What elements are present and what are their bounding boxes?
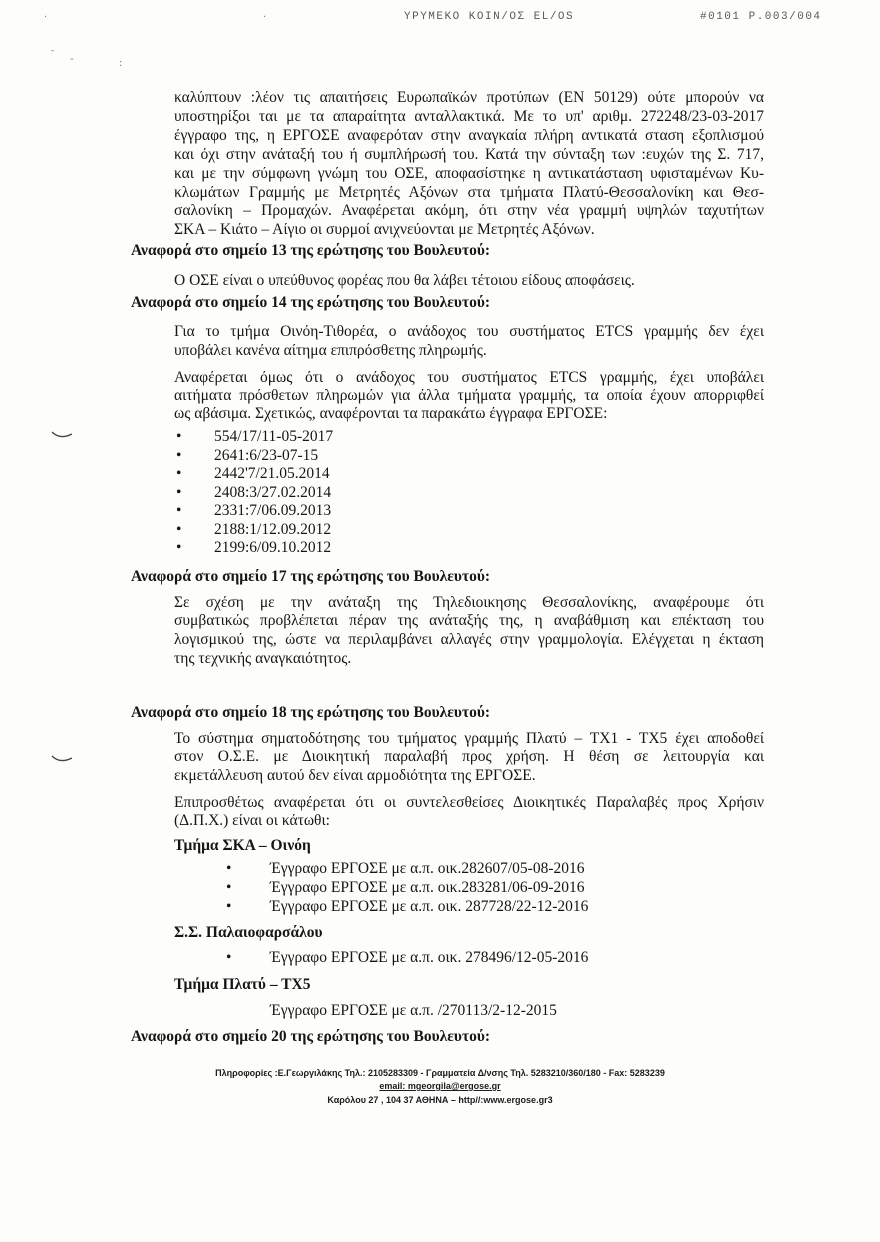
text-line: Σε σχέση με την ανάταξη της Τηλεδιοικησης Θεσσαλονίκης, αναφέρουμε ότι	[174, 593, 764, 611]
text-line: Αναφέρεται όμως ότι ο ανάδοχος του συστήματος ETCS γραμμής, έχει υποβάλει	[174, 369, 764, 386]
section-17-paragraph	[174, 594, 764, 669]
document-reference: Έγγραφο ΕΡΓΟΣΕ με α.π. οικ. 287728/22-12-2016	[270, 897, 589, 915]
list-item	[226, 897, 588, 916]
text-line: εκμετάλλευση αυτού δεν είναι αρμοδιότητα της ΕΡΓΟΣΕ.	[174, 766, 536, 784]
text-line: Το σύστημα σηματοδότησης του τμήματος γραμμής Πλατύ – ΤΧ1 - ΤΧ5 έχει αποδοθεί	[174, 729, 764, 747]
text-line: κλωμάτων Γραμμής με Μετρητές Αξόνων στα τμήματα Πλατύ-Θεσσαλονίκη και Θεσ-	[174, 183, 764, 201]
section-heading-20: Αναφορά στο σημείο 20 της ερώτησης του Βουλευτού:	[131, 1027, 491, 1045]
document-number: 2199:6/09.10.2012	[214, 539, 332, 556]
text-line: στον Ο.Σ.Ε. με Διοικητική παραλαβή προς χρήση. Η θέση σε λειτουργία και	[174, 748, 764, 765]
intro-paragraph	[174, 89, 764, 240]
footer-address: Καρόλου 27 , 104 37 ΑΘΗΝΑ – http//:www.ergose.gr3	[327, 1094, 553, 1105]
list-item	[176, 428, 333, 447]
list-item	[226, 948, 588, 967]
text-line: Για το τμήμα Οινόη-Τιθορέα, ο ανάδοχος του συστήματος ETCS γραμμής δεν έχει	[174, 322, 764, 340]
scan-speck: ·	[263, 12, 267, 23]
document-reference: Έγγραφο ΕΡΓΟΣΕ με α.π. οικ.282607/05-08-2016	[270, 859, 585, 877]
bullet: •	[226, 859, 232, 877]
list-item	[226, 859, 588, 878]
document-reference: Έγγραφο ΕΡΓΟΣΕ με α.π. οικ. 278496/12-05-2016	[270, 948, 589, 966]
text-line: καλύπτουν :λέον τις απαιτήσεις Ευρωπαϊκών προτύπων (EN 50129) ούτε μπορούν να	[174, 89, 764, 106]
section-18-paragraph-1	[174, 730, 764, 786]
text-line: υποβάλει κανένα αίτημα επιπρόσθετης πληρωμής.	[174, 341, 487, 359]
text-line: έγγραφο της, η ΕΡΓΟΣΕ αναφερόταν στην αναγκαία πλήρη αντικατά σταση εξοπλισμού	[174, 126, 764, 144]
margin-mark	[50, 428, 74, 442]
letterhead-footer	[0, 1067, 880, 1108]
fax-header-page: #0101 Ρ.003/004	[700, 11, 822, 23]
document-number: 2188:1/12.09.2012	[214, 520, 332, 538]
list-item	[176, 465, 333, 484]
text-line: και με την σύμφωνη γνώμη του ΟΣΕ, αποφασίστηκε η αντικατάσταση υφισταμένων Κυ-	[174, 164, 764, 182]
document-number: 554/17/11-05-2017	[214, 428, 334, 445]
document-number: 2408:3/27.02.2014	[214, 483, 332, 501]
bullet: •	[176, 483, 182, 501]
bullet: •	[176, 428, 182, 445]
scan-speck: -	[70, 54, 74, 65]
scan-speck: :	[119, 58, 123, 69]
text-line: και όχι στην ανάταξή του ή συμπλήρωσή του. Κατά την σύνταξη των :ευχών της Σ. 717,	[174, 145, 764, 163]
footer-email: email: mgeorgila@ergose.gr	[379, 1081, 501, 1091]
text-line: ως αβάσιμα. Σχετικώς, αναφέρονται τα παρακάτω έγγραφα ΕΡΓΟΣΕ:	[174, 405, 608, 422]
list-item	[176, 502, 333, 521]
section-14-paragraph-2	[174, 369, 764, 423]
text-line: Επιπροσθέτως αναφέρεται ότι οι συντελεσθείσες Διοικητικές Παραλαβές προς Χρήσιν	[174, 794, 764, 811]
footer-contact: Πληροφορίες :Ε.Γεωργιλάκης Τηλ.: 2105283309 - Γραμματεία Δ/νσης Τηλ. 5283210/360/180 - Fax: 5283239	[215, 1067, 665, 1078]
document-number: 2331:7/06.09.2013	[214, 502, 332, 519]
group-title: Τμήμα Πλατύ – ΤΧ5	[174, 975, 311, 993]
bullet: •	[226, 897, 232, 915]
bullet-blank	[226, 1001, 270, 1020]
section-heading-13: Αναφορά στο σημείο 13 της ερώτησης του Βουλευτού:	[131, 242, 491, 259]
group-title: Τμήμα ΣΚΑ – Οινόη	[174, 836, 311, 854]
margin-mark	[50, 752, 74, 766]
scan-speck: ·	[44, 12, 48, 23]
list-item	[226, 1001, 557, 1020]
document-list	[176, 428, 333, 558]
text-line: λογισμικού της, ώστε να περιλαμβάνει αλλαγές στην γραμμολογία. Ελέγχεται η έκταση	[174, 630, 764, 648]
document-number: 2641:6/23-07-15	[214, 446, 319, 464]
text-line: της τεχνικής αναγκαιότητος.	[174, 649, 352, 667]
bullet: •	[176, 520, 182, 538]
text-line: Ο ΟΣΕ είναι ο υπεύθυνος φορέας που θα λάβει τέτοιου είδους αποφάσεις.	[174, 271, 635, 289]
group-document-list	[226, 859, 588, 916]
bullet: •	[226, 878, 232, 896]
document-number: 2442'7/21.05.2014	[214, 465, 330, 482]
text-line: (Δ.Π.Χ.) είναι οι κάτωθι:	[174, 812, 330, 829]
list-item	[176, 539, 333, 558]
text-line: ΣΚΑ – Κιάτο – Αίγιο οι συρμοί ανιχνεύονται με Μετρητές Αξόνων.	[174, 221, 595, 239]
document-reference: Έγγραφο ΕΡΓΟΣΕ με α.π. /270113/2-12-2015	[270, 1001, 557, 1019]
bullet: •	[226, 948, 232, 966]
list-item	[226, 878, 588, 897]
section-heading-14: Αναφορά στο σημείο 14 της ερώτησης του Βουλευτού:	[131, 293, 491, 311]
section-14-paragraph-1	[174, 322, 764, 360]
list-item	[176, 447, 333, 466]
section-13-paragraph	[174, 271, 764, 290]
section-18-paragraph-2	[174, 794, 764, 830]
section-heading-17: Αναφορά στο σημείο 17 της ερώτησης του Βουλευτού:	[131, 567, 491, 585]
group-document-list	[226, 948, 588, 967]
text-line: αιτήματα πρόσθετων πληρωμών για άλλα τμήματα γραμμής, τα οποία έχουν απορριφθεί	[174, 387, 764, 404]
group-title: Σ.Σ. Παλαιοφαρσάλου	[174, 923, 323, 941]
bullet: •	[176, 502, 182, 519]
bullet: •	[176, 446, 182, 464]
fax-header-sender: ΥΡΥΜΕΚΟ ΚΟΙΝ/ΟΣ ΕL/ΟS	[404, 11, 575, 23]
list-item	[176, 484, 333, 503]
scan-speck: ˉ	[50, 50, 55, 61]
section-heading-18: Αναφορά στο σημείο 18 της ερώτησης του Βουλευτού:	[131, 703, 491, 721]
text-line: σαλονίκη – Προμαχών. Αναφέρεται ακόμη, ότι στην νέα γραμμή υψηλών ταχυτήτων	[174, 202, 764, 220]
text-line: συμβατικώς προβλέπεται πέραν της ανάταξής της, η αναβάθμιση και επέκταση του	[174, 612, 764, 630]
text-line: υποστηρίξοι ται με τα απαραίτητα ανταλλακτικά. Με το υπ' αριθμ. 272248/23-03-2017	[174, 107, 764, 125]
bullet: •	[176, 539, 182, 556]
document-reference: Έγγραφο ΕΡΓΟΣΕ με α.π. οικ.283281/06-09-2016	[270, 878, 585, 896]
list-item	[176, 521, 333, 540]
bullet: •	[176, 465, 182, 482]
group-document-list	[226, 1001, 557, 1020]
